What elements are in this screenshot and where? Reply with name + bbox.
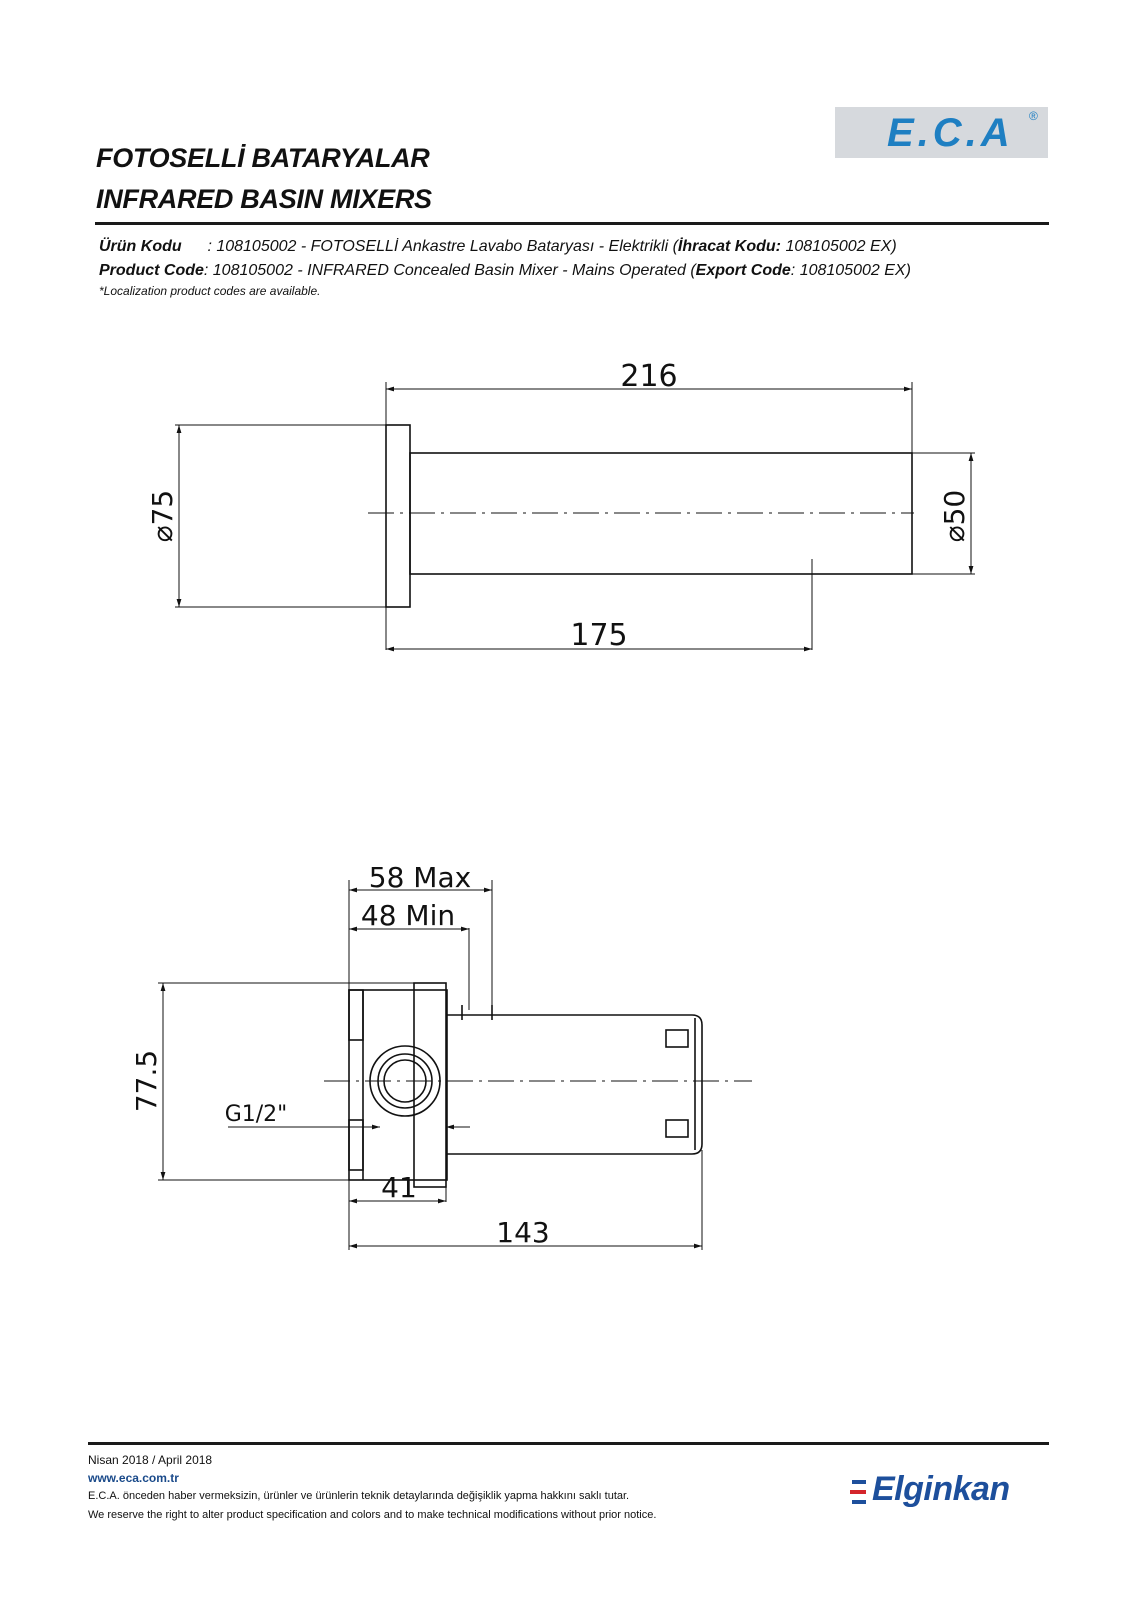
footer-disclaimer-tr: E.C.A. önceden haber vermeksizin, ürünler ve ürünlerin teknik detaylarında değişiklik yapma hakkını saklı tutar.: [88, 1490, 630, 1502]
footer-date: Nisan 2018 / April 2018: [88, 1453, 213, 1467]
localization-note: *Localization product codes are available.: [99, 284, 321, 298]
product-desc-en: : 108105002 - INFRARED Concealed Basin Mixer - Mains Operated (: [203, 262, 696, 279]
dim-label-75: ⌀75: [146, 489, 179, 543]
elginkan-logo-text: Elginkan: [872, 1470, 1010, 1508]
dim-label-g12: G1/2": [224, 1102, 288, 1127]
export-label-tr: İhracat Kodu:: [677, 238, 782, 255]
dim-label-41: 41: [381, 1171, 417, 1204]
dim-label-48min: 48 Min: [360, 899, 456, 932]
spout-side-outline: [446, 1015, 702, 1154]
dim-label-175: 175: [570, 618, 628, 653]
footer-url-link[interactable]: www.eca.com.tr: [88, 1471, 179, 1485]
product-label-tr: Ürün Kodu: [99, 238, 182, 255]
side-view-drawing: [0, 850, 1131, 1270]
dim-label-143: 143: [496, 1216, 550, 1249]
dim-label-58max: 58 Max: [368, 861, 472, 894]
export-value-tr: 108105002 EX): [781, 238, 897, 255]
elginkan-logo: [850, 1470, 1050, 1514]
dim-label-216: 216: [620, 359, 678, 394]
footer-disclaimer-en: We reserve the right to alter product specification and colors and to make technical modifications without prior notice.: [88, 1509, 657, 1521]
title-english: INFRARED BASIN MIXERS: [96, 184, 432, 214]
product-desc-tr: : 108105002 - FOTOSELLİ Ankastre Lavabo Bataryası - Elektrikli (: [203, 238, 678, 255]
elginkan-mark-icon: [850, 1480, 866, 1504]
export-value-en: : 108105002 EX): [790, 262, 911, 279]
eca-logo-text: E.C.A: [887, 111, 1014, 155]
registered-mark: ®: [1029, 109, 1038, 123]
front-flange-outline: [414, 983, 446, 1187]
top-view-drawing: [0, 0, 1131, 700]
product-label-en: Product Code: [99, 262, 204, 279]
export-label-en: Export Code: [695, 262, 791, 279]
flange-outline: [386, 425, 410, 607]
dim-label-77-5: 77.5: [130, 1049, 163, 1113]
dim-label-50: ⌀50: [938, 489, 971, 543]
title-turkish: FOTOSELLİ BATARYALAR: [96, 143, 430, 173]
footer-rule: [88, 1442, 1049, 1445]
